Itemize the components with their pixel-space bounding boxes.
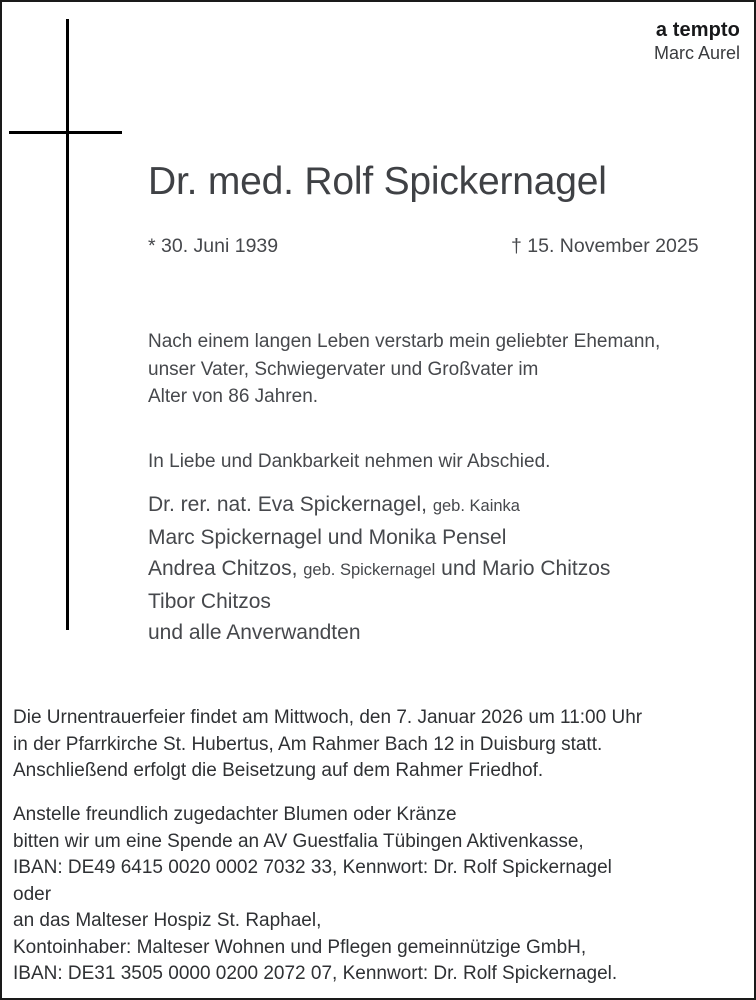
family-member — [148, 586, 610, 617]
family-member-name: Marc Spickernagel und Monika Pensel — [148, 526, 507, 549]
intro-line: Nach einem langen Leben verstarb mein geliebter Ehemann, — [148, 331, 661, 352]
death-date: † 15. November 2025 — [511, 235, 699, 257]
christian-cross-icon-crossbar — [9, 131, 122, 134]
family-member — [148, 553, 610, 586]
intro-paragraph — [148, 328, 660, 411]
christian-cross-icon — [66, 19, 69, 630]
family-member — [148, 489, 610, 522]
donation-details — [13, 802, 749, 988]
family-member-name: und alle Anverwandten — [148, 621, 361, 644]
family-member-name: Tibor Chitzos — [148, 590, 271, 613]
family-member — [148, 522, 610, 553]
donation-line: oder — [13, 883, 52, 905]
donation-line: bitten wir um eine Spende an AV Guestfalia Tübingen Aktivenkasse, — [13, 830, 584, 852]
brand-subtitle: Marc Aurel — [653, 43, 740, 64]
publisher-brand — [654, 18, 740, 65]
donation-line: IBAN: DE31 3505 0000 0200 2072 07, Kennwort: Dr. Rolf Spickernagel. — [13, 963, 618, 984]
family-list — [148, 489, 610, 648]
ceremony-line: in der Pfarrkirche St. Hubertus, Am Rahmer Bach 12 in Duisburg statt. — [13, 733, 603, 755]
farewell-line: In Liebe und Dankbarkeit nehmen wir Abschied. — [148, 451, 551, 472]
donation-line: an das Malteser Hospiz St. Raphael, — [13, 910, 322, 931]
brand-name: a tempto — [655, 19, 740, 41]
family-member-name-cont: und Mario Chitzos — [435, 557, 611, 580]
deceased-name: Dr. med. Rolf Spickernagel — [148, 160, 607, 203]
ceremony-line: Die Urnentrauerfeier findet am Mittwoch, den 7. Januar 2026 um 11:00 Uhr — [13, 707, 643, 728]
ceremony-line: Anschließend erfolgt die Beisetzung auf dem Rahmer Friedhof. — [13, 760, 544, 781]
donation-line: Kontoinhaber: Malteser Wohnen und Pflegen gemeinnützige GmbH, — [13, 936, 587, 958]
intro-line: Alter von 86 Jahren. — [148, 386, 319, 407]
family-member-maiden-name: geb. Spickernagel — [303, 561, 436, 579]
donation-line: Anstelle freundlich zugedachter Blumen oder Kränze — [13, 804, 457, 825]
ceremony-details — [13, 705, 749, 785]
family-member-maiden-name: geb. Kainka — [432, 497, 520, 515]
birth-date: * 30. Juni 1939 — [148, 235, 279, 257]
intro-line: unser Vater, Schwiegervater und Großvater im — [148, 358, 539, 380]
family-member-name: Dr. rer. nat. Eva Spickernagel, — [148, 493, 433, 516]
donation-line: IBAN: DE49 6415 0020 0002 7032 33, Kennwort: Dr. Rolf Spickernagel — [13, 857, 612, 878]
family-member-name: Andrea Chitzos, — [148, 557, 304, 580]
family-member — [148, 617, 610, 648]
